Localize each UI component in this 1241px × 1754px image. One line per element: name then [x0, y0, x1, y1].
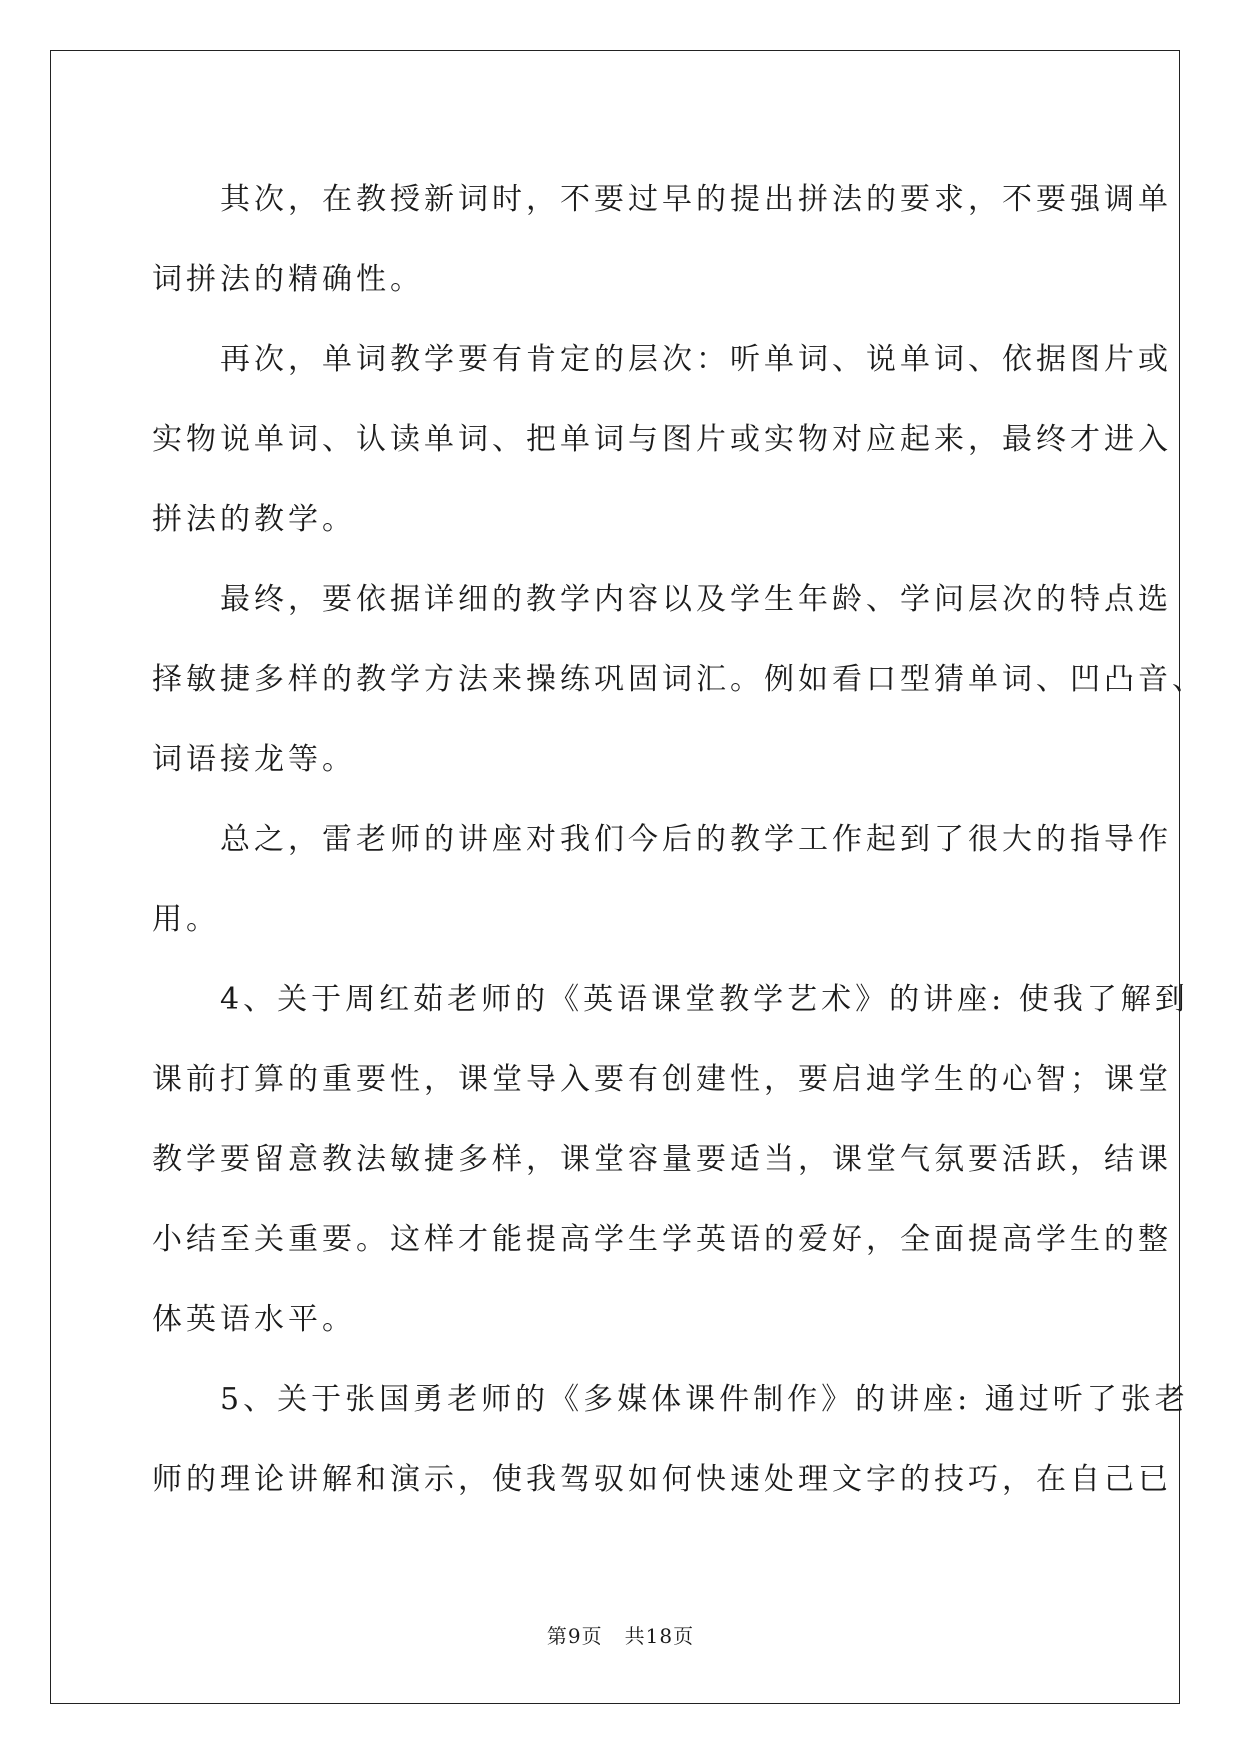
paragraph-line: 小结至关重要。这样才能提高学生学英语的爱好，全面提高学生的整: [152, 1222, 1172, 1257]
document-body: [152, 160, 1206, 1520]
paragraph-line: 词语接龙等。: [152, 742, 356, 777]
paragraph-line: 总之，雷老师的讲座对我们今后的教学工作起到了很大的指导作: [220, 822, 1172, 857]
paragraph-line: 实物说单词、认读单词、把单词与图片或实物对应起来，最终才进入: [152, 422, 1172, 457]
paragraph-line: 拼法的教学。: [152, 502, 356, 537]
paragraph-line: 课前打算的重要性，课堂导入要有创建性，要启迪学生的心智；课堂: [152, 1062, 1172, 1097]
paragraph-line: 体英语水平。: [152, 1302, 356, 1337]
paragraph-line: 最终，要依据详细的教学内容以及学生年龄、学问层次的特点选: [220, 582, 1172, 617]
paragraph-line: 师的理论讲解和演示，使我驾驭如何快速处理文字的技巧，在自己已: [152, 1462, 1172, 1497]
paragraph-line: 用。: [152, 902, 220, 937]
paragraph-line: 再次，单词教学要有肯定的层次：听单词、说单词、依据图片或: [220, 342, 1172, 377]
paragraph-line: 4、关于周红茹老师的《英语课堂教学艺术》的讲座: 使我了解到: [220, 982, 1189, 1017]
page-number: 第9页: [546, 1624, 603, 1648]
paragraph-line: 词拼法的精确性。: [152, 262, 424, 297]
paragraph: [152, 800, 1172, 960]
paragraph: [152, 320, 1172, 560]
paragraph: [152, 160, 1172, 320]
paragraph-line: 5、关于张国勇老师的《多媒体课件制作》的讲座: 通过听了张老: [220, 1382, 1189, 1417]
paragraph-line: 教学要留意教法敏捷多样，课堂容量要适当，课堂气氛要活跃，结课: [152, 1142, 1172, 1177]
page-footer: [0, 1620, 1241, 1649]
page-total: 共18页: [624, 1624, 695, 1648]
paragraph: [152, 1360, 1189, 1520]
paragraph: [152, 960, 1189, 1360]
paragraph: [152, 560, 1206, 800]
paragraph-line: 其次，在教授新词时，不要过早的提出拼法的要求，不要强调单: [220, 182, 1172, 217]
paragraph-line: 择敏捷多样的教学方法来操练巩固词汇。例如看口型猜单词、凹凸音、: [152, 662, 1206, 697]
